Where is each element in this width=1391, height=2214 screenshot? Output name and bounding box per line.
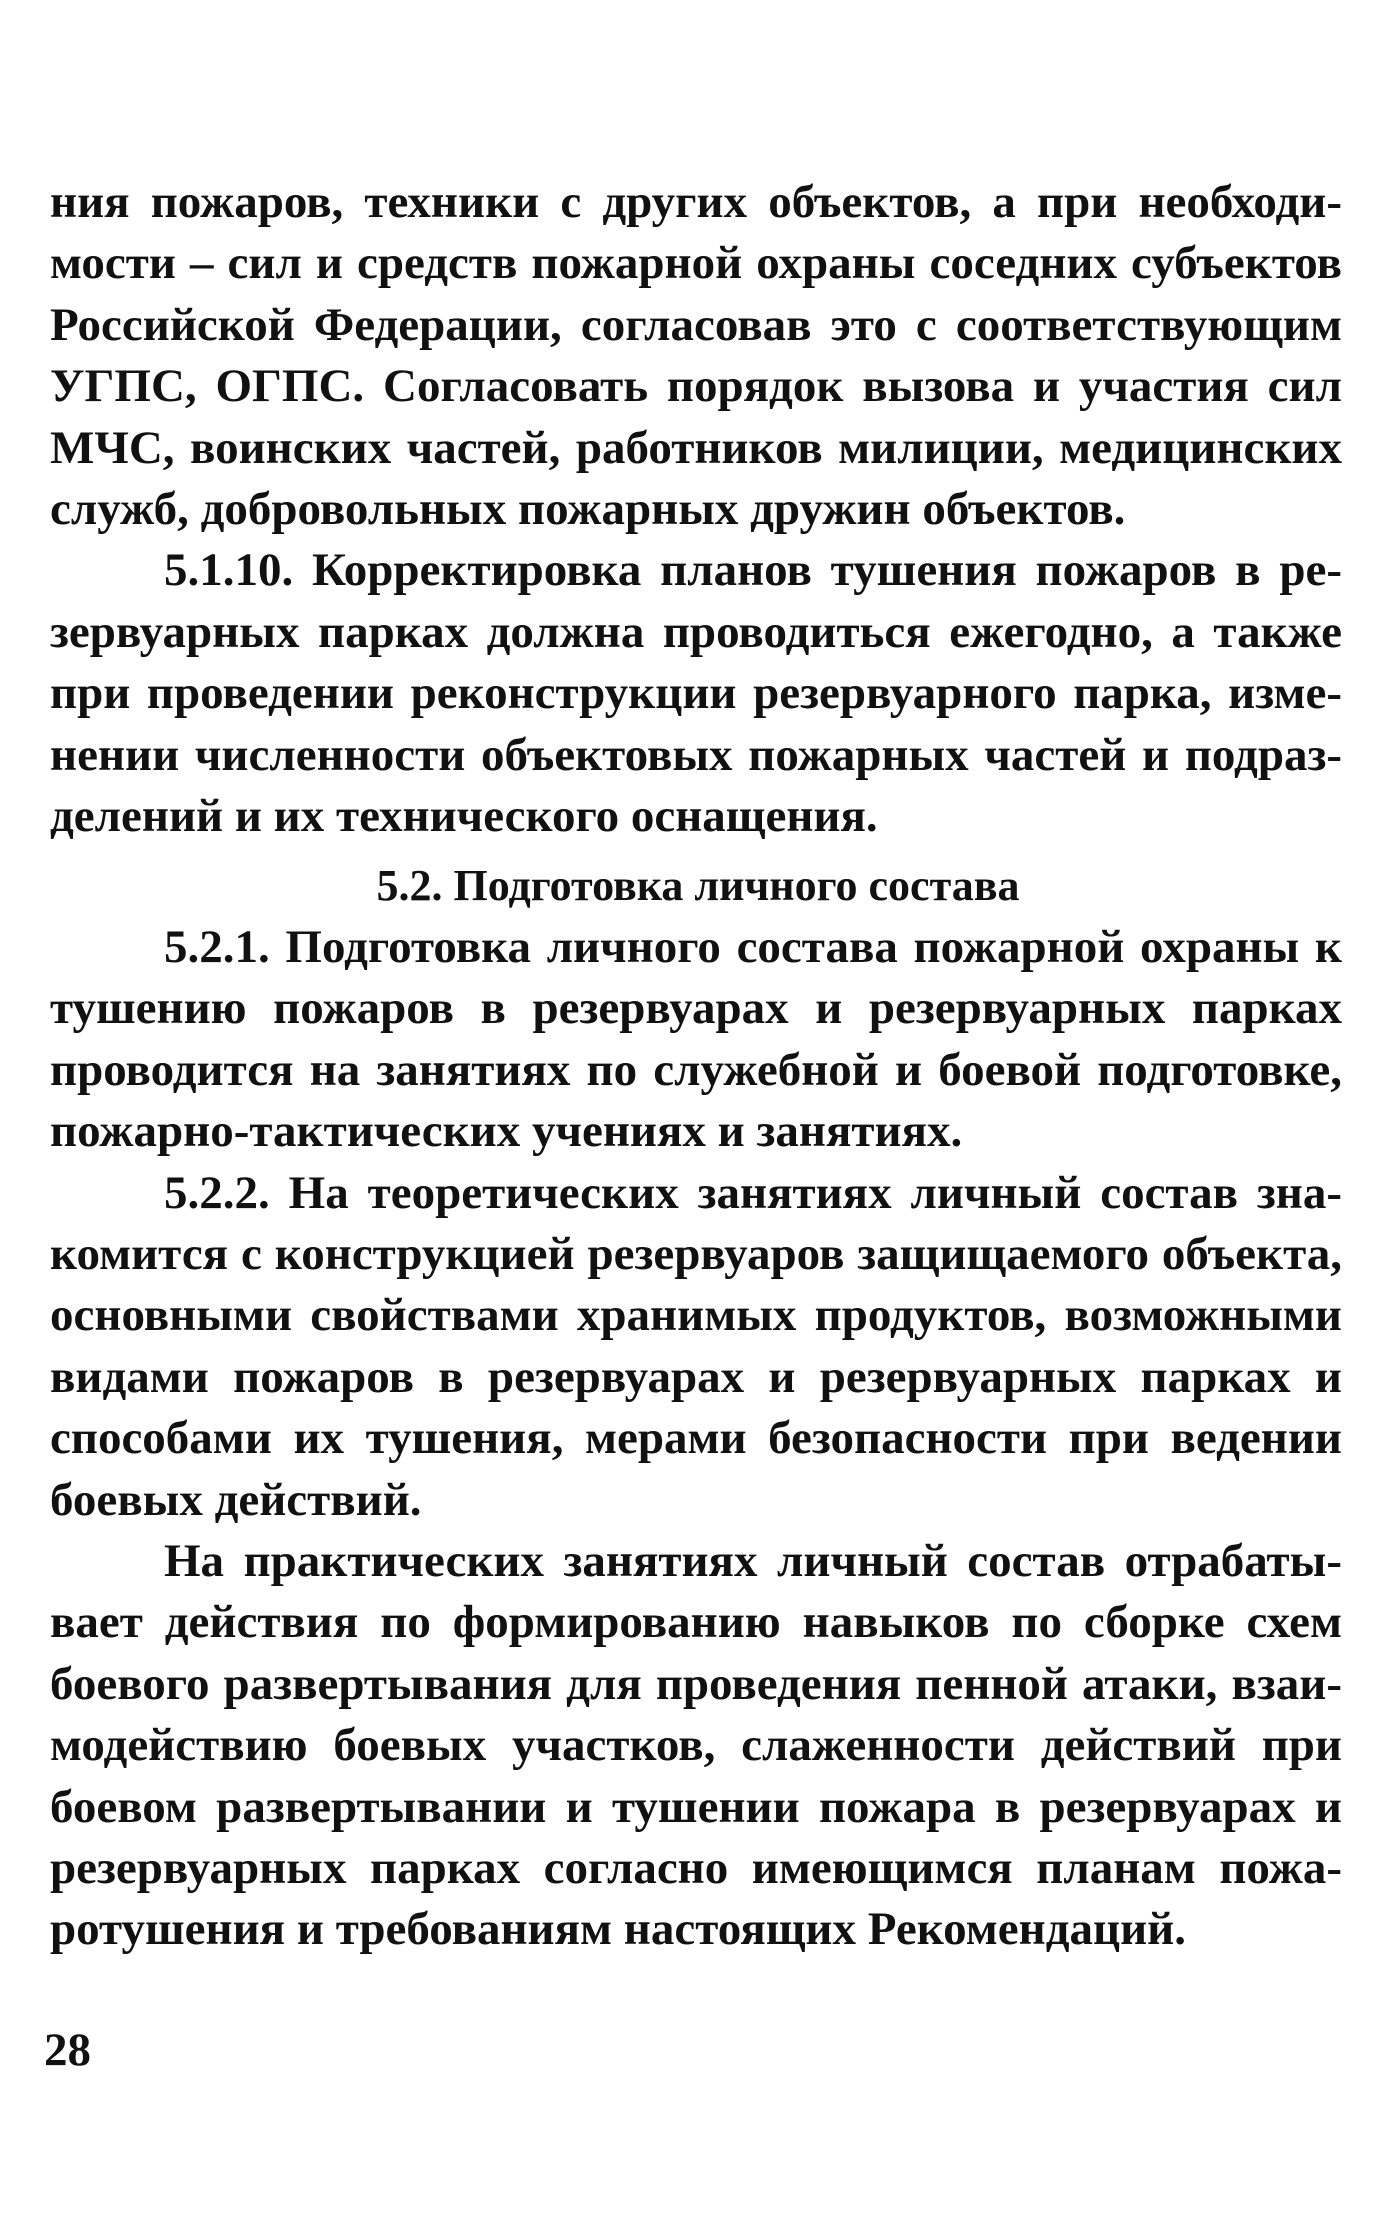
paragraph-continued: ния пожаров, техники с других объектов, а при необходимости – сил и средств пожарной охраны соседних субъектов Российской Федерации, согласовав это с соответствующим УГПС, ОГПС. Согласовать порядок вызова и участия сил МЧС, воинских частей, работников милиции, медицинских служб, добровольных пожарных дружин объектов. [50, 176, 1342, 536]
paragraph-5-2-2: 5.2.2. На теоретических занятиях личный состав знакомится с конструкцией резервуаров защищаемого объекта, основными свойствами хранимых продуктов, возможными видами пожаров в резервуарах и резервуарных парках и способами их тушения, мерами безопасности при ведении боевых действий. [50, 1166, 1342, 1526]
section-heading: 5.2. Подготовка личного состава [376, 861, 1020, 911]
page-number: 28 [44, 2024, 91, 2076]
paragraph-5-2-1: 5.2.1. Подготовка личного состава пожарной охраны к тушению пожаров в резервуарах и резервуарных парках проводится на занятиях по служебной и боевой подготовке, пожарно-тактических учениях и занятиях. [50, 920, 1342, 1158]
page-body [50, 172, 1342, 1961]
paragraph-5-1-10: 5.1.10. Корректировка планов тушения пожаров в резервуарных парках должна проводиться ежегодно, а также при проведении реконструкции резервуарного парка, изменении численности объектовых пожарных частей и подразделений и их технического оснащения. [50, 544, 1342, 843]
paragraph-practical: На практических занятиях личный состав отрабатывает действия по формированию навыков по сборке схем боевого развертывания для проведения пенной атаки, взаимодействию боевых участков, слаженности действий при боевом развертывании и тушении пожара в резервуарах и резервуарных парках согласно имеющимся планам пожаротушения и требованиям настоящих Рекомендаций. [50, 1534, 1342, 1956]
